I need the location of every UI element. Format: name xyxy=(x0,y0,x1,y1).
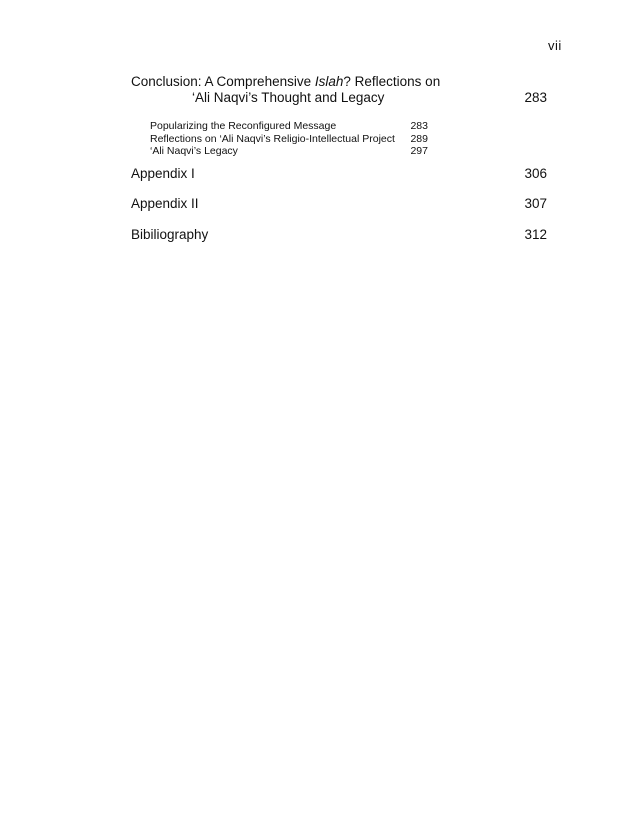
toc-entry-page: 312 xyxy=(524,227,547,242)
toc-subsection xyxy=(150,133,428,146)
toc-conclusion-line2: ‘Ali Naqvi’s Thought and Legacy xyxy=(192,90,385,105)
toc-subsection-label: Popularizing the Reconfigured Message xyxy=(150,120,337,132)
toc-conclusion-page: 283 xyxy=(524,90,547,105)
conclusion-title-italic: Islah xyxy=(314,74,344,89)
toc-subsection-page: 283 xyxy=(410,120,428,132)
toc-subsection xyxy=(150,120,428,133)
toc-subsection-label: ‘Ali Naqvi’s Legacy xyxy=(150,145,238,157)
toc-subsection xyxy=(150,145,428,158)
toc-subsection-page: 297 xyxy=(410,145,428,157)
toc-subsection-page: 289 xyxy=(410,132,428,145)
conclusion-title-suffix: ? Reflections on xyxy=(343,74,441,89)
toc-subsection-label: Reflections on ‘Ali Naqvi’s Religio-Intellectual Project xyxy=(150,132,395,145)
toc-subsection-list xyxy=(150,120,428,158)
toc-entry-page: 306 xyxy=(524,166,547,181)
page-number: vii xyxy=(548,38,562,53)
toc-entry-label: Appendix II xyxy=(131,196,199,211)
toc-entry-label: Bibiliography xyxy=(131,227,209,242)
toc-entry-label: Appendix I xyxy=(131,166,195,181)
conclusion-title-prefix: Conclusion: A Comprehensive xyxy=(131,74,315,89)
toc-conclusion-line1 xyxy=(131,74,440,89)
toc-entry-page: 307 xyxy=(524,196,547,211)
